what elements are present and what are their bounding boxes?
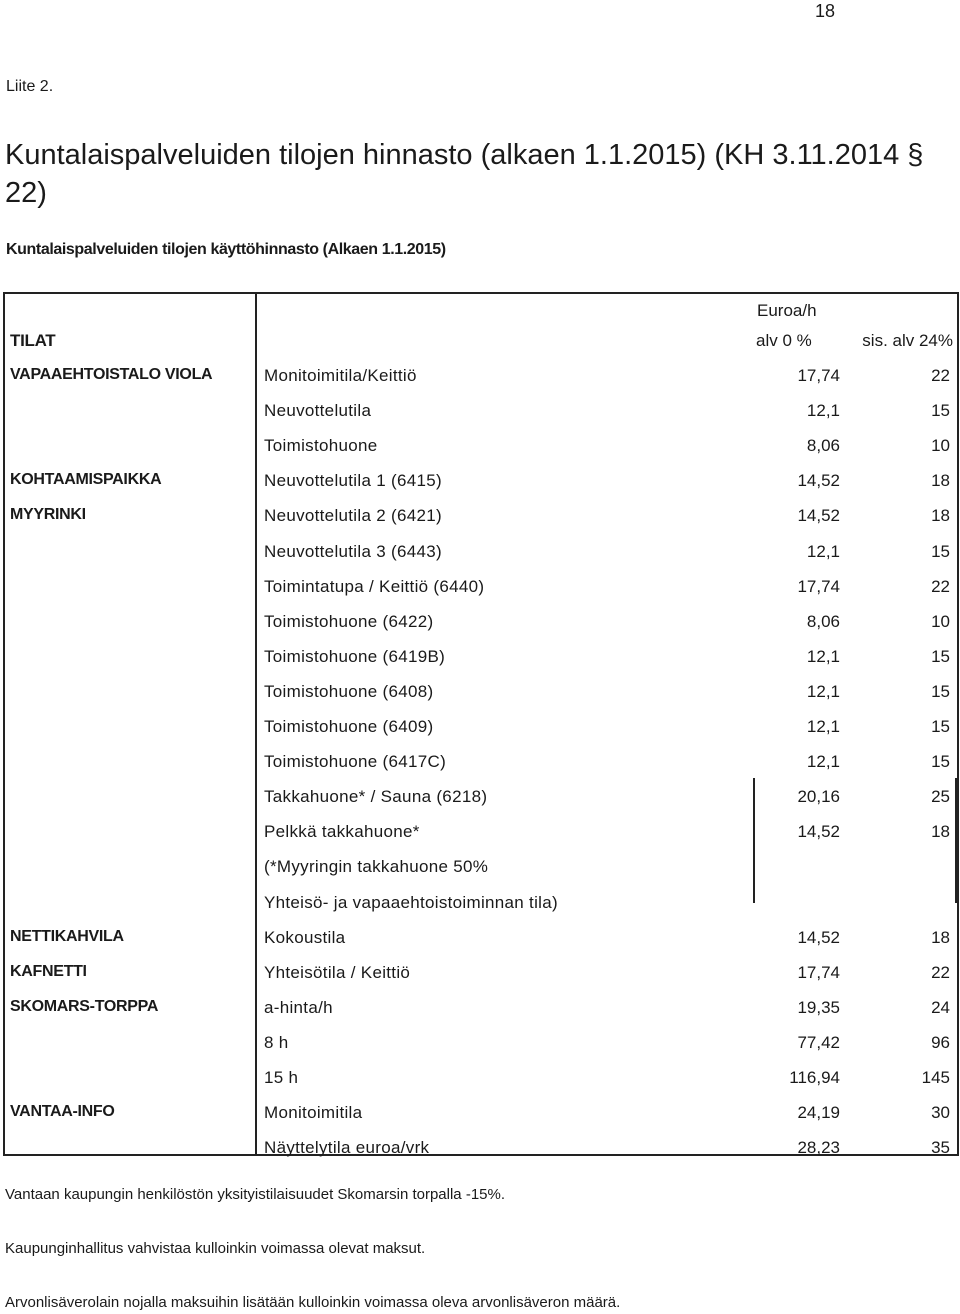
row-room-name: Neuvottelutila 1 (6415) [264,471,442,491]
footnote-fees-approved: Kaupunginhallitus vahvistaa kulloinkin voimassa olevat maksut. [5,1240,426,1257]
row-price-alv0: 12,1 [806,752,840,772]
row-price-alv0: 19,35 [797,997,840,1017]
row-price-alv24: 18 [931,471,950,491]
row-room-name: Toimistohuone (6422) [264,611,434,631]
row-room-name: 15 h [264,1068,299,1087]
row-price-alv0: 8,06 [806,611,840,631]
row-location: KOHTAAMISPAIKKA [10,471,162,489]
row-room-name: (*Myyringin takkahuone 50% [264,857,489,877]
row-price-alv0: 8,06 [806,436,840,456]
row-price-alv0: 28,23 [797,1138,840,1158]
row-room-name: Kokoustila [264,927,346,947]
header-alv24: sis. alv 24% [862,331,953,350]
row-price-alv24: 10 [931,611,950,631]
row-price-alv24: 18 [931,927,950,947]
row-room-name: Neuvottelutila 3 (6443) [264,541,442,561]
row-price-alv0: 17,74 [797,962,840,982]
row-price-alv0: 12,1 [806,717,840,736]
row-room-name: Pelkkä takkahuone* [264,822,420,842]
row-price-alv24: 25 [931,787,950,807]
row-price-alv0: 14,52 [797,927,840,947]
row-room-name: Neuvottelutila [264,401,372,421]
row-price-alv0: 116,94 [789,1068,840,1087]
row-room-name: Takkahuone* / Sauna (6218) [264,787,488,807]
row-price-alv0: 17,74 [797,366,840,385]
row-price-alv0: 12,1 [806,541,840,561]
row-location: VANTAA-INFO [10,1103,115,1121]
row-room-name: Toimistohuone (6408) [264,681,434,701]
row-price-alv24: 10 [931,436,950,456]
row-price-alv24: 15 [931,401,950,421]
document-title: Kuntalaispalveluiden tilojen hinnasto (alkaen 1.1.2015) (KH 3.11.2014 § 22) [5,139,924,209]
table-divider-empty-cell-left [753,778,755,903]
header-alv0: alv 0 % [756,331,812,350]
row-price-alv0: 14,52 [797,471,840,491]
table-divider-empty-cell-right [955,778,957,903]
footnote-vat: Arvonlisäverolain nojalla maksuihin lisätään kulloinkin voimassa oleva arvonlisäveron määrä. [5,1294,621,1311]
row-price-alv24: 22 [931,962,950,982]
row-room-name: Toimistohuone (6417C) [264,752,447,772]
row-room-name: a-hinta/h [264,997,333,1017]
price-table [3,292,959,1156]
table-divider-location [255,294,257,1154]
row-room-name: Toimistohuone [264,436,378,456]
row-price-alv24: 15 [931,681,950,701]
row-price-alv0: 12,1 [806,401,840,421]
row-price-alv24: 24 [931,997,950,1017]
row-room-name: Monitoimitila [264,1103,363,1123]
row-location: KAFNETTI [10,962,87,980]
footnote-staff-discount: Vantaan kaupungin henkilöstön yksityistilaisuudet Skomarsin torpalla -15%. [5,1186,506,1203]
row-price-alv0: 77,42 [797,1032,840,1052]
row-room-name: Monitoimitila/Keittiö [264,366,417,385]
row-room-name: Toimistohuone (6419B) [264,646,446,666]
row-price-alv24: 15 [931,717,950,736]
row-price-alv0: 14,52 [797,506,840,526]
row-price-alv24: 96 [931,1032,950,1052]
row-location: VAPAAEHTOISTALO VIOLA [10,366,213,383]
row-price-alv0: 17,74 [797,576,840,596]
row-price-alv24: 22 [931,576,950,596]
row-price-alv24: 35 [931,1138,950,1158]
row-room-name: Yhteisötila / Keittiö [264,962,411,982]
row-price-alv24: 15 [931,752,950,772]
row-price-alv24: 18 [931,822,950,842]
row-room-name: Toimistohuone (6409) [264,717,434,736]
row-price-alv0: 20,16 [797,787,840,807]
row-location: MYYRINKI [10,506,86,524]
row-price-alv24: 30 [931,1103,950,1123]
row-room-name: 8 h [264,1032,289,1052]
row-price-alv24: 15 [931,646,950,666]
row-price-alv24: 22 [931,366,950,385]
page-number: 18 [814,1,835,21]
header-euroa-h: Euroa/h [757,301,817,320]
row-price-alv0: 14,52 [797,822,840,842]
appendix-label: Liite 2. [6,78,54,95]
row-price-alv24: 18 [931,506,950,526]
row-room-name: Toimintatupa / Keittiö (6440) [264,576,485,596]
row-price-alv24: 15 [931,541,950,561]
row-price-alv0: 12,1 [806,646,840,666]
row-room-name: Yhteisö- ja vapaaehtoistoiminnan tila) [264,892,558,912]
row-location: SKOMARS-TORPPA [10,997,159,1015]
header-tilat: TILAT [10,331,56,350]
row-price-alv24: 145 [921,1068,950,1087]
document-subtitle: Kuntalaispalveluiden tilojen käyttöhinnasto (Alkaen 1.1.2015) [6,241,446,258]
row-room-name: Näyttelytila euroa/vrk [264,1138,430,1158]
row-location: NETTIKAHVILA [10,927,124,945]
row-price-alv0: 24,19 [797,1103,840,1123]
row-price-alv0: 12,1 [806,681,840,701]
row-room-name: Neuvottelutila 2 (6421) [264,506,442,526]
